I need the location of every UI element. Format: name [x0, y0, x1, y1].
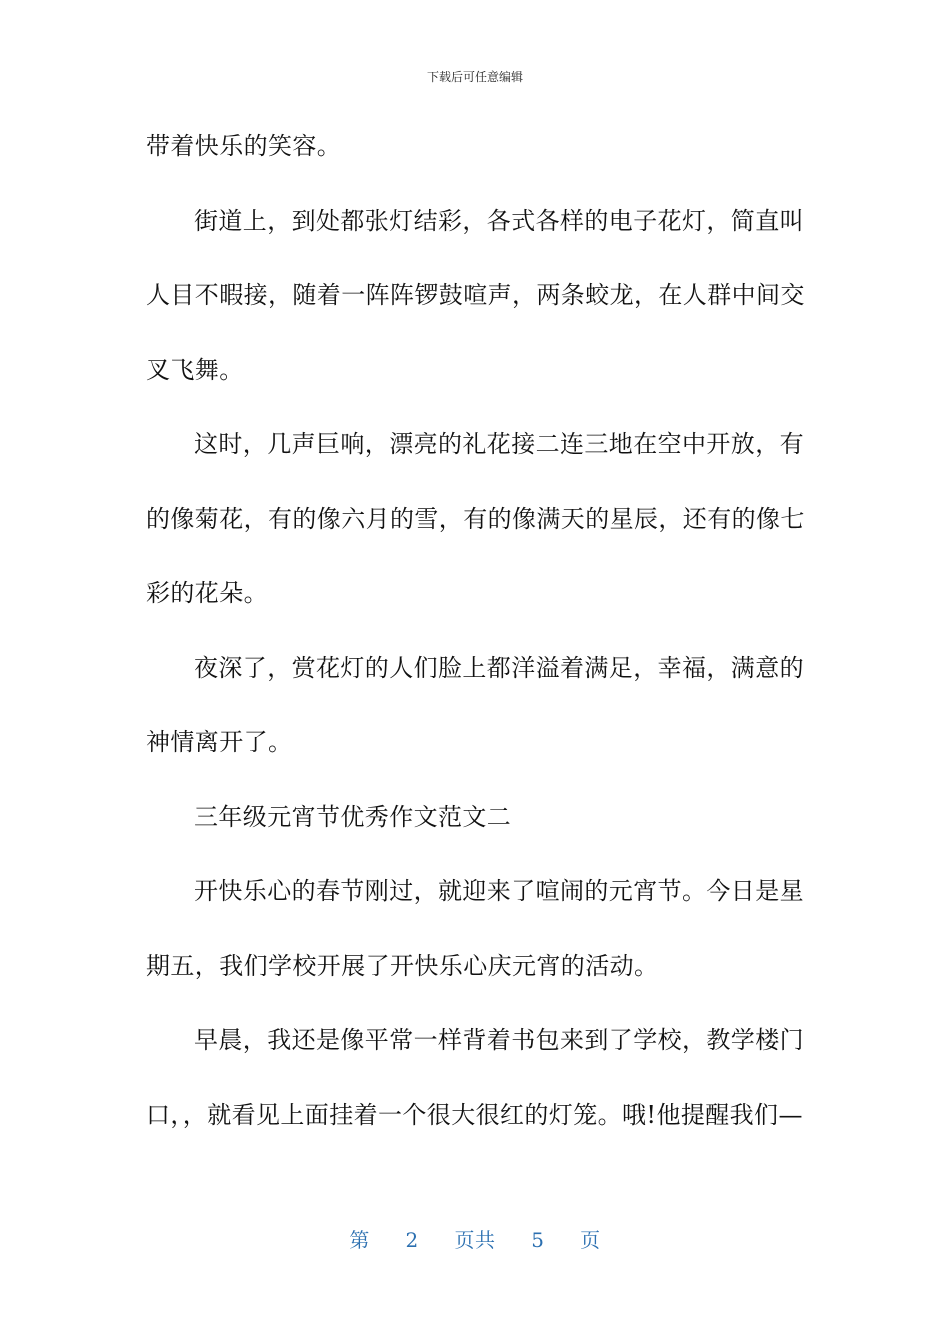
- text-line: 的像菊花，有的像六月的雪，有的像满天的星辰，还有的像七: [146, 504, 805, 533]
- total-pages-number: 5: [531, 1228, 545, 1252]
- text-line: 神情离开了。: [146, 728, 293, 756]
- text-line: 带着快乐的笑容。: [146, 132, 342, 160]
- paragraph-start-line: 街道上，到处都张灯结彩，各式各样的电子花灯，简直叫: [194, 206, 804, 235]
- page-footer: [0, 1224, 950, 1253]
- paragraph-start-line: 夜深了，赏花灯的人们脸上都洋溢着满足，幸福，满意的: [194, 653, 804, 682]
- page-label-mid: 页共: [454, 1228, 496, 1252]
- document-body: [146, 118, 805, 1161]
- paragraph-start-line: 开快乐心的春节刚过，就迎来了喧闹的元宵节。今日是星: [194, 877, 804, 905]
- section-heading: 三年级元宵节优秀作文范文二: [194, 802, 512, 831]
- page-label-prefix: 第: [349, 1228, 370, 1252]
- text-line: 叉飞舞。: [146, 355, 244, 384]
- paragraph-start-line: 这时，几声巨响，漂亮的礼花接二连三地在空中开放，有: [194, 430, 804, 458]
- text-line: 期五，我们学校开展了开快乐心庆元宵的活动。: [146, 951, 659, 980]
- page-label-suffix: 页: [580, 1228, 601, 1252]
- text-line: 彩的花朵。: [146, 579, 268, 607]
- header-note: 下载后可任意编辑: [426, 70, 523, 84]
- text-line: 人目不暇接，随着一阵阵锣鼓喧声，两条蛟龙，在人群中间交: [146, 281, 805, 309]
- current-page-number: 2: [405, 1228, 419, 1252]
- text-line: 口，，就看见上面挂着一个很大很红的灯笼。哦!他提醒我们—: [146, 1100, 803, 1129]
- paragraph-start-line: 早晨，我还是像平常一样背着书包来到了学校，教学楼门: [194, 1026, 804, 1054]
